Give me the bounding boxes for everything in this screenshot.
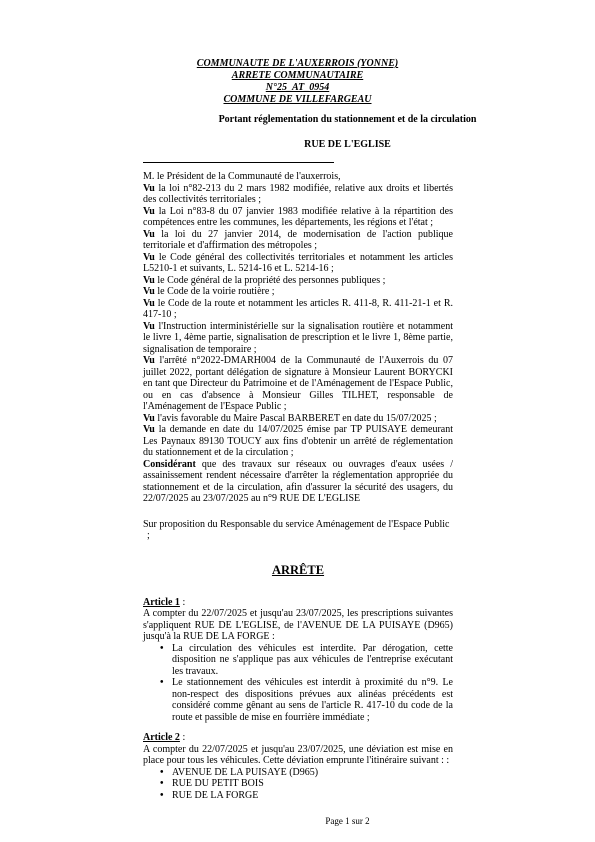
preamble-lead: Vu [143, 297, 155, 309]
preamble-text: l'Instruction interministérielle sur la signalisation routière et notamment le livre 1, 4ème partie, signalisation de prescription et le livre 1, 8ème partie, signalisation de temporaire ; [143, 320, 453, 355]
list-item: • RUE DU PETIT BOIS [172, 778, 453, 790]
decree-body [143, 171, 453, 801]
preamble-paragraph [143, 229, 453, 252]
preamble-text: la Loi n°83-8 du 07 janvier 1983 modifiée relative à la répartition des compétences entre les communes, les départements, les régions et l'état ; [143, 205, 453, 228]
preamble-paragraph [143, 206, 453, 229]
header-decree-number: N°25_AT_0954 [265, 82, 330, 93]
preamble-paragraph [143, 171, 453, 183]
preamble-paragraph [143, 275, 453, 287]
proposal-semicolon: ; [147, 530, 150, 541]
street-title: RUE DE L'EGLISE [304, 139, 391, 150]
arrete-title: ARRÊTE [271, 562, 325, 577]
preamble-lead: Considérant [143, 458, 196, 470]
header-authority: COMMUNAUTE DE L'AUXERROIS (YONNE) [196, 58, 399, 69]
article-2-heading: Article 2 : [143, 732, 186, 743]
preamble-text: M. le Président de la Communauté de l'auxerrois, [143, 171, 341, 182]
list-item: • La circulation des véhicules est interdite. Par dérogation, cette disposition ne s'applique pas aux véhicules de l'entreprise exécutant les travaux. [172, 643, 453, 678]
header-decree-type: ARRETE COMMUNAUTAIRE [231, 70, 364, 81]
list-item: • AVENUE DE LA PUISAYE (D965) [172, 767, 453, 779]
preamble-paragraph [143, 286, 453, 298]
separator-line [143, 162, 334, 163]
decree-subject: Portant réglementation du stationnement et de la circulation [218, 114, 477, 125]
article-1-list [143, 643, 453, 724]
preamble-lead: Vu [143, 412, 155, 424]
preamble-lead: Vu [143, 228, 155, 240]
article-2-list [143, 767, 453, 802]
preamble-paragraph [143, 459, 453, 505]
preamble-lead: Vu [143, 274, 155, 286]
preamble-paragraph [143, 321, 453, 356]
preamble-paragraph [143, 355, 453, 413]
header-commune: COMMUNE DE VILLEFARGEAU [223, 94, 372, 105]
preamble-text: l'avis favorable du Maire Pascal BARBERET en date du 15/07/2025 ; [154, 412, 437, 424]
list-item: • RUE DE LA FORGE [172, 790, 453, 802]
preamble-text: le Code général de la propriété des personnes publiques ; [154, 274, 386, 286]
preamble-lead: Vu [143, 320, 155, 332]
preamble-text: l'arrêté n°2022-DMARH004 de la Communauté de l'Auxerrois du 07 juillet 2022, portant délégation de signature à Monsieur Laurent BORYCKI en tant que Directeur du Patrimoine et de l'Aménagement de l'Espace Public, ou en cas d'absence à Monsieur Gilles TILHET, responsable de l'Aménagement de l'Espace Public ; [143, 355, 453, 412]
preamble-paragraph [143, 183, 453, 206]
preamble-lead: Vu [143, 251, 155, 263]
preamble-lead: Vu [143, 286, 155, 297]
preamble-lead: Vu [143, 182, 155, 194]
preamble-text: le Code général des collectivités territoriales et notamment les articles L5210-1 et suivants, L. 5214-16 et L. 5214-16 ; [143, 251, 453, 274]
preamble [143, 171, 453, 505]
preamble-lead: Vu [143, 424, 155, 435]
preamble-paragraph [143, 298, 453, 321]
preamble-lead: Vu [143, 355, 155, 366]
article-2-title: Article 2 [143, 732, 180, 743]
proposal-line: Sur proposition du Responsable du service Aménagement de l'Espace Public ; [143, 518, 450, 541]
preamble-paragraph [143, 413, 453, 425]
preamble-lead: Vu [143, 205, 155, 217]
preamble-paragraph [143, 424, 453, 459]
article-1-intro: A compter du 22/07/2025 et jusqu'au 23/07/2025, les prescriptions suivantes s'appliquent RUE DE L'EGLISE, de l'AVENUE DE LA PUISAYE (D965) jusqu'à la RUE DE LA FORGE : [143, 608, 453, 642]
list-item: • Le stationnement des véhicules est interdit à proximité du n°9. Le non-respect des dispositions prévues aux alinéas précédents est considéré comme gênant au sens de l'article R. 417-10 du code de la route et passible de mise en fourrière immédiate ; [172, 677, 453, 723]
preamble-text: le Code de la route et notamment les articles R. 411-8, R. 411-21-1 et R. 417-10 ; [143, 297, 453, 320]
article-2-intro: A compter du 22/07/2025 et jusqu'au 23/07/2025, une déviation est mise en place pour tous les véhicules. Cette déviation emprunte l'itinéraire suivant : : [143, 743, 453, 766]
article-1-heading: Article 1 : [143, 596, 186, 608]
page-footer: Page 1 sur 2 [325, 816, 370, 826]
preamble-paragraph [143, 252, 453, 275]
preamble-text: le Code de la voirie routière ; [154, 286, 275, 297]
preamble-text: la loi du 27 janvier 2014, de modernisation de l'action publique territoriale et d'affirmation des métropoles ; [143, 228, 453, 251]
preamble-text: la loi n°82-213 du 2 mars 1982 modifiée, relative aux droits et libertés des collectivités territoriales ; [143, 182, 453, 205]
decree-header [0, 58, 595, 106]
preamble-text: la demande en date du 14/07/2025 émise par TP PUISAYE demeurant Les Paynaux 89130 TOUCY aux fins d'obtenir un arrêté de réglementation du stationnement et de la circulation ; [143, 424, 453, 458]
article-1-title: Article 1 [143, 596, 180, 608]
preamble-text: que des travaux sur réseaux ou ouvrages d'eaux usées / assainissement rendent nécessaire d'arrêter la réglementation appropriée du stationnement et de la circulation, afin d'assurer la sécurité des usagers, du 22/07/2025 au 23/07/2025 au n°9 RUE DE L'EGLISE [143, 458, 453, 504]
